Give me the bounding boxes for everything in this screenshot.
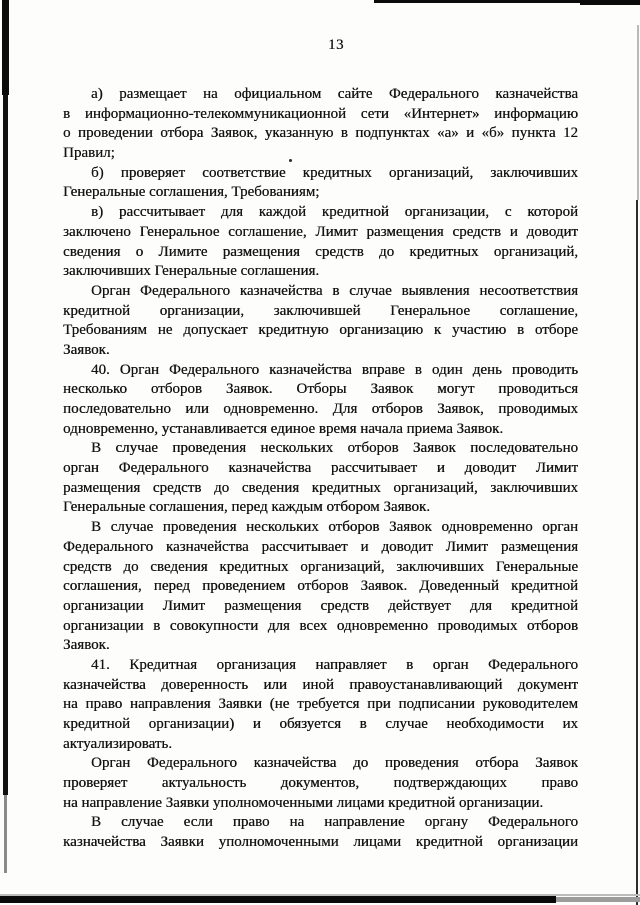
- text-line: соглашения, перед проведением отборов Заявок. Доведенный кредитной: [63, 578, 578, 595]
- text-line: кредитной организации) и обязуется в случае необходимости их: [63, 716, 578, 732]
- text-line: размещения средств до сведения кредитных организаций, заключивших: [63, 479, 578, 496]
- text-line: организации Лимит размещения средств действует для кредитной: [63, 597, 578, 614]
- text-line: проверяет актуальность документов, подтверждающих право: [63, 775, 578, 792]
- text-line: В случае если право на направление органу Федерального: [91, 814, 578, 831]
- text-line: Требованиям не допускает кредитную организацию к участию в отборе: [63, 322, 578, 339]
- text-line: несколько отборов Заявок. Отборы Заявок могут проводиться: [63, 381, 578, 398]
- text-line: сведения о Лимите размещения средств до кредитных организаций,: [63, 243, 578, 260]
- text-line: орган Федерального казначейства рассчитывает и доводит Лимит: [63, 460, 578, 477]
- text-line: Заявок.: [63, 341, 110, 358]
- text-line: 41. Кредитная организация направляет в орган Федерального: [91, 656, 578, 673]
- text-line: Орган Федерального казначейства в случае выявления несоответствия: [91, 282, 578, 299]
- text-line: Генеральные соглашения, Требованиям;: [63, 184, 320, 201]
- scan-artifact-left-edge: [3, 95, 8, 795]
- page-number: 13: [328, 37, 344, 53]
- text-line: последовательно или одновременно. Для отборов Заявок, проводимых: [63, 401, 578, 417]
- text-line: заключивших Генеральные соглашения.: [63, 263, 320, 280]
- text-line: 40. Орган Федерального казначейства вправе в один день проводить: [91, 361, 578, 378]
- scan-artifact-bottom-bar: [0, 896, 556, 903]
- scan-artifact-right-edge: [636, 200, 638, 905]
- text-line: казначейства доверенность или иной правоустанавливающий документ: [63, 676, 578, 693]
- text-line: кредитной организации, заключившей Генеральное соглашение,: [63, 302, 578, 319]
- text-line: б) проверяет соответствие кредитных организаций, заключивших: [91, 164, 578, 181]
- text-line: В случае проведения нескольких отборов Заявок последовательно: [91, 440, 578, 457]
- text-line: а) размещает на официальном сайте Федерального казначейства: [91, 86, 578, 102]
- text-line: на направление Заявки уполномоченными лицами кредитной организации.: [63, 794, 544, 811]
- text-line: организации в совокупности для всех одновременно проводимых отборов: [63, 617, 578, 634]
- scan-artifact-top-right-edge: [580, 0, 640, 5]
- text-line: В случае проведения нескольких отборов Заявок одновременно орган: [91, 519, 578, 536]
- text-line: Федерального казначейства рассчитывает и доводит Лимит размещения: [63, 538, 578, 555]
- text-line: казначейства Заявки уполномоченными лицами кредитной организации: [63, 834, 578, 851]
- scan-artifact-bottom-bar-gray: [556, 897, 640, 902]
- scan-artifact-left-edge-top: [2, 0, 9, 95]
- text-line: в) рассчитывает для каждой кредитной организации, с которой: [91, 204, 578, 221]
- text-line: Правил;: [63, 145, 115, 162]
- scan-artifact-ink-dot: [289, 159, 292, 162]
- text-line: заключено Генеральное соглашение, Лимит размещения средств и доводит: [63, 223, 578, 240]
- text-line: на право направления Заявки (не требуется при подписании руководителем: [63, 696, 578, 713]
- text-line: Генеральные соглашения, перед каждым отбором Заявок.: [63, 499, 430, 516]
- text-line: о проведении отбора Заявок, указанную в подпунктах «а» и «б» пункта 12: [63, 125, 578, 142]
- text-line: одновременно, устанавливается единое время начала приема Заявок.: [63, 420, 504, 437]
- scan-artifact-left-edge-fade: [4, 795, 7, 873]
- text-line: актуализировать.: [63, 735, 172, 752]
- text-line: в информационно-телекоммуникационной сети «Интернет» информацию: [63, 105, 578, 122]
- text-line: средств до сведения кредитных организаций, заключивших Генеральные: [63, 558, 578, 575]
- text-line: Орган Федерального казначейства до проведения отбора Заявок: [91, 755, 578, 772]
- text-line: Заявок.: [63, 637, 110, 654]
- scan-artifact-right-edge-faint: [637, 25, 639, 200]
- document-body: [63, 85, 578, 853]
